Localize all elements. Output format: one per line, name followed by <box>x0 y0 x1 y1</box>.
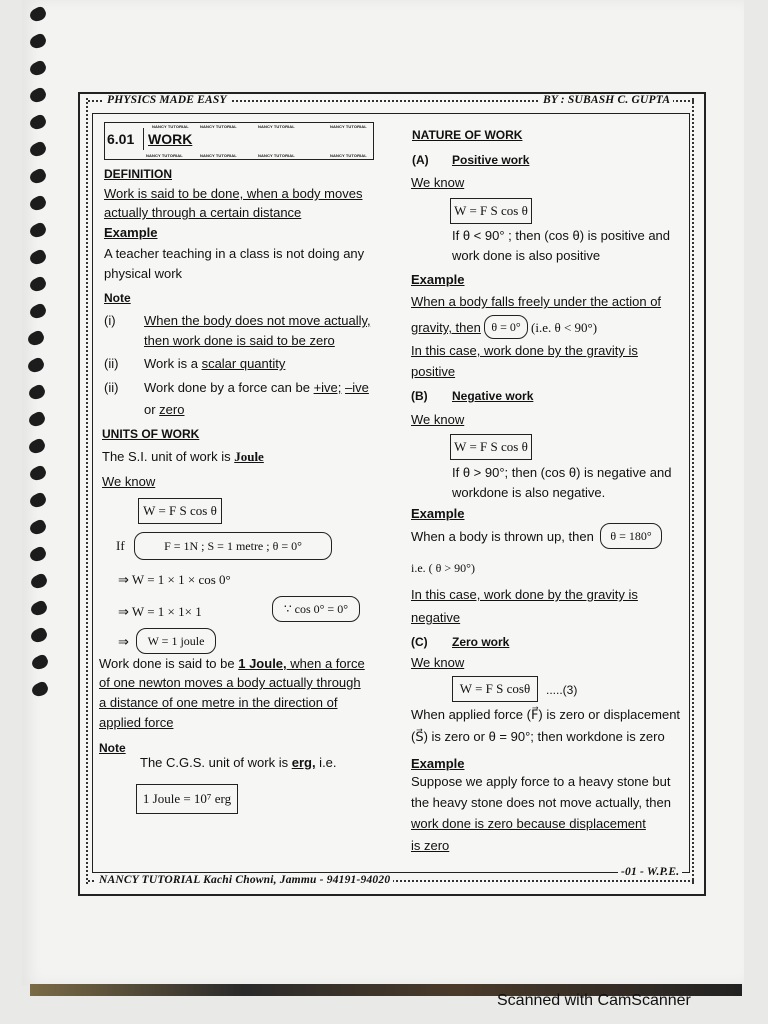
binding-ring <box>26 356 46 375</box>
watermark-text: NANCY TUTORIAL <box>200 153 237 158</box>
joule-definition-line: Work done is said to be 1 Joule, when a force <box>99 656 365 671</box>
watermark-text: NANCY TUTORIAL <box>200 124 237 129</box>
note-text: Work is a scalar quantity <box>144 356 286 371</box>
header-right: BY : SUBASH C. GUPTA <box>540 94 673 106</box>
negative-work-heading: Negative work <box>452 389 534 403</box>
note-text: or zero <box>144 402 185 417</box>
angle-cloud: θ = 0° <box>484 315 528 339</box>
formula-box: W = F S cos θ <box>450 198 532 224</box>
formula-box: W = F S cos θ <box>138 498 222 524</box>
condition-cloud: F = 1N ; S = 1 metre ; θ = 0° <box>134 532 332 560</box>
formula-box: W = F S cos θ <box>450 434 532 460</box>
scanner-watermark: Scanned with CamScanner <box>497 992 691 1009</box>
binding-ring <box>28 491 48 510</box>
binding-ring <box>28 248 48 267</box>
positive-work-text: work done is also positive <box>452 248 601 263</box>
binding-ring <box>29 653 49 672</box>
binding-ring <box>27 464 47 483</box>
nature-heading: NATURE OF WORK <box>412 128 523 142</box>
note-text: Work done by a force can be +ive; –ive <box>144 380 369 395</box>
section-title: WORK <box>148 131 193 147</box>
example-heading: Example <box>104 225 158 240</box>
example-line: In this case, work done by the gravity is <box>411 343 638 358</box>
binding-ring <box>28 194 48 213</box>
watermark-text: NANCY TUTORIAL <box>152 124 189 129</box>
joule-definition-line: a distance of one metre in the direction of <box>99 695 338 710</box>
example-line: Suppose we apply force to a heavy stone but <box>411 774 671 789</box>
joule-definition-line: applied force <box>99 715 174 730</box>
derivation-step: ⇒ W = 1 × 1 × cos 0° <box>118 572 231 587</box>
formula-box: W = F S cosθ <box>452 676 538 702</box>
example-line: physical work <box>104 266 183 281</box>
dotted-border-left <box>86 98 88 884</box>
footer-right: -01 - W.P.E. <box>618 866 682 878</box>
dotted-border-right <box>692 98 694 884</box>
subsection-label: (C) <box>411 635 428 649</box>
binding-ring <box>28 275 48 294</box>
example-line: A teacher teaching in a class is not doing any <box>104 246 365 261</box>
definition-heading: DEFINITION <box>104 167 172 181</box>
note-heading: Note <box>104 291 131 305</box>
zero-work-text: When applied force (F⃗) is zero or displacement <box>411 707 681 722</box>
example-line: In this case, work done by the gravity is <box>411 587 638 602</box>
note-text: then work done is said to be zero <box>144 333 335 348</box>
note-number: (ii) <box>104 380 119 395</box>
units-heading: UNITS OF WORK <box>102 427 200 441</box>
binding-ring <box>28 221 48 240</box>
subsection-label: (B) <box>411 389 428 403</box>
we-know-label: We know <box>411 412 465 427</box>
binding-ring <box>27 437 47 456</box>
example-line: positive <box>411 364 456 379</box>
example-line: is zero <box>411 838 450 853</box>
subsection-label: (A) <box>412 153 429 167</box>
example-line: i.e. ( θ > 90°) <box>411 561 475 575</box>
note-number: (ii) <box>104 356 119 371</box>
positive-work-heading: Positive work <box>452 153 530 167</box>
binding-ring <box>29 599 49 618</box>
binding-ring <box>28 32 48 51</box>
binding-ring <box>26 329 46 348</box>
negative-work-text: workdone is also negative. <box>452 485 606 500</box>
binding-ring <box>28 113 48 132</box>
binding-ring <box>29 626 49 645</box>
derivation-step: ⇒ W = 1 × 1× 1 <box>118 604 202 619</box>
binding-ring <box>27 410 47 429</box>
example-line: work done is zero because displacement <box>411 816 646 831</box>
section-number: 6.01 <box>107 128 144 150</box>
binding-ring <box>28 59 48 78</box>
example-line: When a body is thrown up, then <box>411 529 594 544</box>
negative-work-text: If θ > 90°; then (cos θ) is negative and <box>452 465 672 480</box>
watermark-text: NANCY TUTORIAL <box>330 153 367 158</box>
derivation-arrow: ⇒ <box>118 634 129 649</box>
example-heading: Example <box>411 272 465 287</box>
example-line: When a body falls freely under the action of <box>411 294 662 309</box>
binding-ring <box>28 5 48 24</box>
note-text: When the body does not move actually, <box>144 313 371 328</box>
binding-ring <box>28 545 48 564</box>
note2-heading: Note <box>99 741 126 755</box>
si-unit-text: The S.I. unit of work is Joule <box>102 449 264 464</box>
zero-work-text: (S⃗) is zero or θ = 90°; then workdone is zero <box>411 729 665 744</box>
we-know-label: We know <box>411 175 465 190</box>
watermark-text: NANCY TUTORIAL <box>258 124 295 129</box>
binding-ring <box>28 140 48 159</box>
erg-box: 1 Joule = 10⁷ erg <box>136 784 238 814</box>
equation-number: .....(3) <box>546 683 578 697</box>
example-heading: Example <box>411 756 465 771</box>
watermark-text: NANCY TUTORIAL <box>330 124 367 129</box>
we-know-label: We know <box>102 474 156 489</box>
cgs-unit-text: The C.G.S. unit of work is erg, i.e. <box>140 755 337 770</box>
positive-work-text: If θ < 90° ; then (cos θ) is positive and <box>452 228 671 243</box>
result-cloud: W = 1 joule <box>136 628 216 654</box>
header-left: PHYSICS MADE EASY <box>104 94 230 106</box>
example-line: gravity, then <box>411 320 481 335</box>
binding-ring <box>29 572 49 591</box>
note-number: (i) <box>104 313 116 328</box>
zero-work-heading: Zero work <box>452 635 510 649</box>
we-know-label: We know <box>411 655 465 670</box>
example-line: negative <box>411 610 461 625</box>
binding-ring <box>30 680 50 699</box>
if-label: If <box>116 538 125 553</box>
binding-ring <box>28 302 48 321</box>
spiral-binding <box>24 0 50 700</box>
watermark-text: NANCY TUTORIAL <box>258 153 295 158</box>
definition-line: actually through a certain distance <box>104 205 302 220</box>
joule-definition-line: of one newton moves a body actually through <box>99 675 361 690</box>
definition-line: Work is said to be done, when a body moves <box>104 186 363 201</box>
example-heading: Example <box>411 506 465 521</box>
binding-ring <box>28 518 48 537</box>
watermark-text: NANCY TUTORIAL <box>146 153 183 158</box>
example-line: the heavy stone does not move actually, then <box>411 795 671 810</box>
angle-cloud: θ = 180° <box>600 523 662 549</box>
binding-ring <box>28 167 48 186</box>
example-line: (i.e. θ < 90°) <box>531 320 598 335</box>
binding-ring <box>26 383 46 402</box>
binding-ring <box>28 86 48 105</box>
footer-left: NANCY TUTORIAL Kachi Chowni, Jammu - 94191-94020 <box>96 874 393 886</box>
reason-cloud: ∵ cos 0° = 0° <box>272 596 360 622</box>
